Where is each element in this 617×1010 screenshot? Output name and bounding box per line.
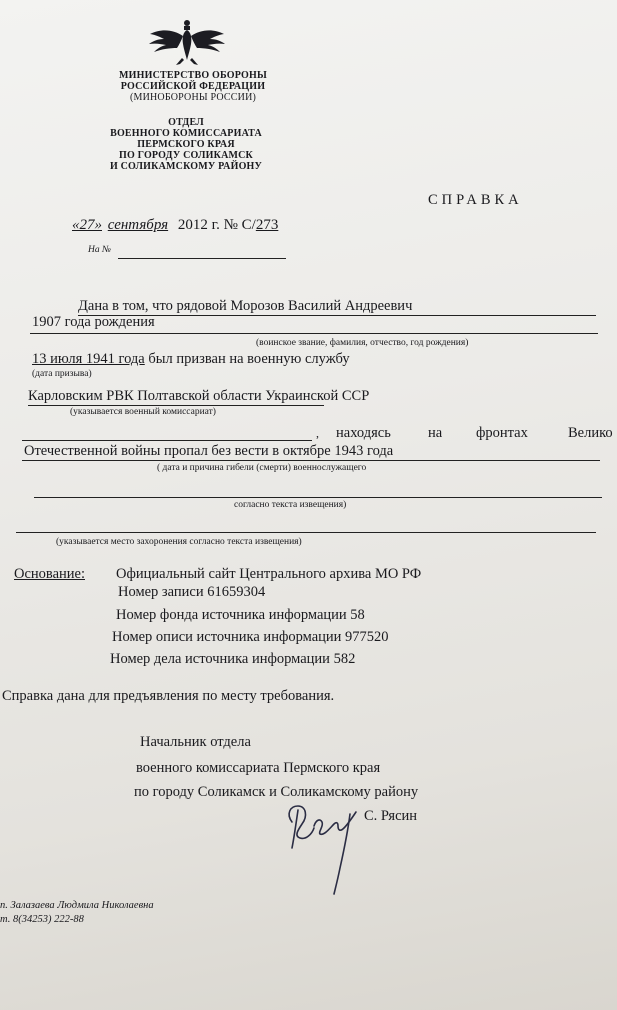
- handwritten-signature: [278, 790, 378, 900]
- ministry-line-1: МИНИСТЕРСТВО ОБОРОНЫ: [119, 70, 267, 81]
- number-label: № С/: [223, 217, 256, 233]
- executor-name: п. Залазаева Людмила Николаевна: [0, 900, 154, 911]
- ministry-header: [119, 70, 267, 103]
- caption-commissariat: (указывается военный комиссариат): [70, 407, 216, 417]
- basis-line-3: Номер фонда источника информации 58: [116, 607, 365, 623]
- body-line-7-blank: [34, 497, 602, 498]
- body-line-5-word-5: Велико: [568, 425, 613, 441]
- ministry-line-2: РОССИЙСКОЙ ФЕДЕРАЦИИ: [120, 81, 266, 92]
- department-line-5: И СОЛИКАМСКОМУ РАЙОНУ: [109, 161, 263, 172]
- department-header: [110, 117, 262, 172]
- basis-line-5: Номер дела источника информации 582: [110, 651, 356, 667]
- reference-blank: [118, 258, 286, 259]
- date-month: сентября: [107, 217, 169, 233]
- conscription-date: 13 июля 1941 года: [32, 351, 145, 367]
- body-line-1: Дана в том, что рядовой Морозов Василий Андреевич: [78, 298, 413, 314]
- caption-death-reason: ( дата и причина гибели (смерти) военнослужащего: [157, 463, 367, 473]
- executor-phone: т. 8(34253) 222-88: [0, 914, 84, 925]
- signature-title-line-2: военного комиссариата Пермского края: [136, 760, 381, 776]
- body-line-6: Отечественной войны пропал без вести в октябре 1943 года: [24, 443, 394, 459]
- caption-burial: (указывается место захоронения согласно текста извещения): [56, 537, 302, 547]
- date-day: «27»: [72, 217, 102, 233]
- body-line-4-underline: [28, 405, 324, 406]
- purpose-statement: Справка дана для предъявления по месту требования.: [2, 688, 335, 704]
- body-line-3: [32, 351, 350, 368]
- body-line-8-blank: [16, 532, 596, 533]
- body-line-5-word-2: находясь: [336, 425, 391, 441]
- department-line-4: ПО ГОРОДУ СОЛИКАМСК: [118, 150, 254, 161]
- document-title: СПРАВКА: [428, 192, 523, 208]
- body-line-5-word-1: ,: [316, 426, 319, 440]
- basis-line-2: Номер записи 61659304: [118, 584, 266, 600]
- body-line-2-underline: [30, 333, 598, 334]
- basis-line-1: Официальный сайт Центрального архива МО РФ: [116, 566, 422, 582]
- body-line-4: Карловским РВК Полтавской области Украинской ССР: [28, 388, 370, 404]
- body-line-5-blank: [22, 440, 312, 441]
- reference-label: На №: [88, 245, 111, 255]
- ministry-line-3: (МИНОБОРОНЫ РОССИИ): [129, 92, 257, 103]
- basis-label: Основание:: [14, 566, 85, 582]
- document-number: 273: [255, 217, 279, 233]
- department-line-3: ПЕРМСКОГО КРАЯ: [137, 139, 235, 150]
- double-headed-eagle-emblem: [146, 18, 228, 68]
- conscription-text: был призван на военную службу: [148, 351, 350, 367]
- body-line-1-underline: [78, 315, 596, 316]
- signature-title-line-3: по городу Соликамск и Соликамскому району: [134, 784, 419, 800]
- department-line-1: ОТДЕЛ: [168, 117, 204, 128]
- caption-conscription-date: (дата призыва): [32, 369, 92, 379]
- date-year: 2012 г.: [177, 217, 220, 233]
- body-line-5-word-4: фронтах: [476, 425, 528, 441]
- signature-title-line-1: Начальник отдела: [140, 734, 251, 750]
- document-date-line: [72, 217, 278, 234]
- basis-line-4: Номер описи источника информации 977520: [112, 629, 389, 645]
- department-line-2: ВОЕННОГО КОМИССАРИАТА: [110, 128, 262, 139]
- body-line-6-underline: [22, 460, 600, 461]
- caption-notice: согласно текста извещения): [234, 500, 347, 510]
- caption-rank-name: (воинское звание, фамилия, отчество, год рождения): [256, 338, 469, 348]
- signatory-name: С. Рясин: [364, 808, 418, 824]
- body-line-2: 1907 года рождения: [32, 314, 155, 330]
- body-line-5-word-3: на: [428, 425, 443, 441]
